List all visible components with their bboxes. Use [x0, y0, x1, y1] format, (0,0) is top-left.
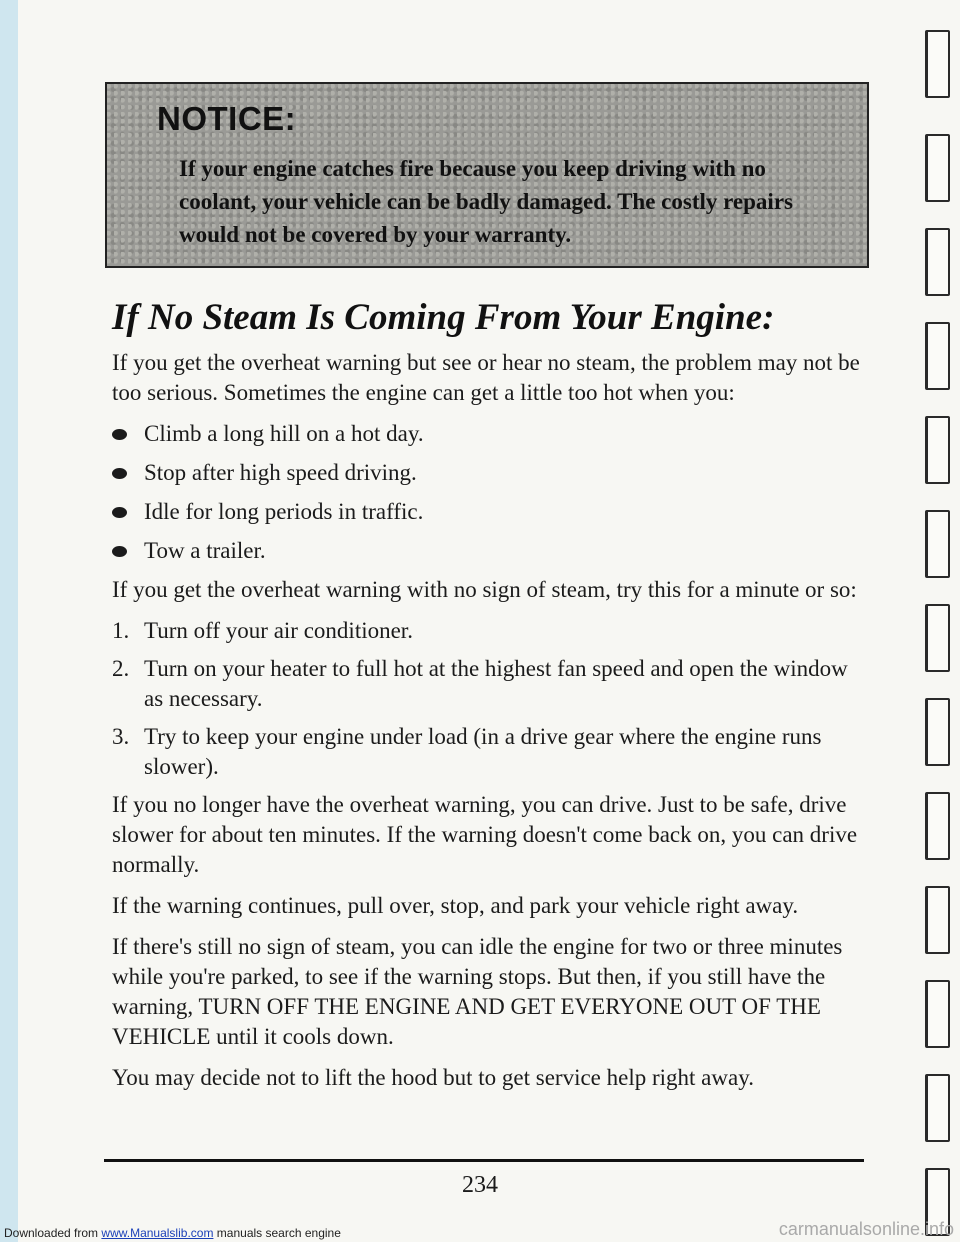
step-item: 1. Turn off your air conditioner. — [112, 618, 413, 643]
watermark: carmanualsonline.info — [778, 1219, 954, 1239]
section-tab[interactable] — [925, 698, 950, 766]
notice-title: NOTICE: — [157, 100, 297, 137]
decide-paragraph: You may decide not to lift the hood but to get service help right away. — [112, 1065, 754, 1090]
section-heading: If No Steam Is Coming From Your Engine: — [112, 297, 775, 338]
notice-text: If your engine catches fire because you keep driving with no coolant, your vehicle can be badly damaged. The costly repairs would not be covered by your warranty. — [179, 156, 793, 247]
bullet-icon — [112, 429, 127, 440]
download-footer: Downloaded from www.Manualslib.com manuals search engine — [4, 1226, 341, 1240]
section-tab[interactable] — [925, 322, 950, 390]
section-tab[interactable] — [925, 228, 950, 296]
bullet-icon — [112, 507, 127, 518]
section-tab[interactable] — [925, 792, 950, 860]
footer-rule — [104, 1159, 864, 1162]
step-item: 2. Turn on your heater to full hot at the highest fan speed and open the window as necessary. — [112, 656, 848, 711]
step-item: 3. Try to keep your engine under load (in a drive gear where the engine runs slower). — [112, 724, 822, 779]
section-tab[interactable] — [925, 1074, 950, 1142]
section-tab[interactable] — [925, 510, 950, 578]
bullet-icon — [112, 468, 127, 479]
bullet-icon — [112, 546, 127, 557]
manualslib-link[interactable]: www.Manualslib.com — [101, 1226, 214, 1240]
section-tab[interactable] — [925, 604, 950, 672]
page-number: 234 — [462, 1172, 498, 1198]
intro-paragraph: If you get the overheat warning but see or hear no steam, the problem may not be too serious. Sometimes the engine can get a little too hot when you: — [112, 350, 860, 405]
section-tab[interactable] — [925, 134, 950, 202]
still-no-steam-paragraph: If there's still no sign of steam, you can idle the engine for two or three minutes while you're parked, to see if the warning stops. But then, if you still have the warning, TURN OFF THE ENGINE AND GET EVERYONE OUT OF THE VEHICLE until it cools down. — [112, 934, 843, 1049]
steps-intro: If you get the overheat warning with no sign of steam, try this for a minute or so: — [112, 577, 857, 602]
section-tab[interactable] — [925, 30, 950, 98]
steps-list — [112, 616, 872, 782]
no-longer-paragraph: If you no longer have the overheat warning, you can drive. Just to be safe, drive slower for about ten minutes. If the warning doesn't come back on, you can drive normally. — [112, 792, 858, 877]
continues-paragraph: If the warning continues, pull over, stop, and park your vehicle right away. — [112, 893, 799, 918]
list-item: Idle for long periods in traffic. — [112, 497, 872, 527]
list-item: Tow a trailer. — [112, 536, 872, 566]
list-item: Stop after high speed driving. — [112, 458, 872, 488]
section-tabs — [900, 0, 960, 1242]
conditions-list — [112, 419, 872, 566]
section-tab[interactable] — [925, 980, 950, 1048]
notice-box — [105, 82, 869, 268]
section-tab[interactable] — [925, 886, 950, 954]
body-content — [112, 348, 872, 1104]
list-item: Climb a long hill on a hot day. — [112, 419, 872, 449]
left-margin-strip — [0, 0, 18, 1242]
section-tab[interactable] — [925, 416, 950, 484]
